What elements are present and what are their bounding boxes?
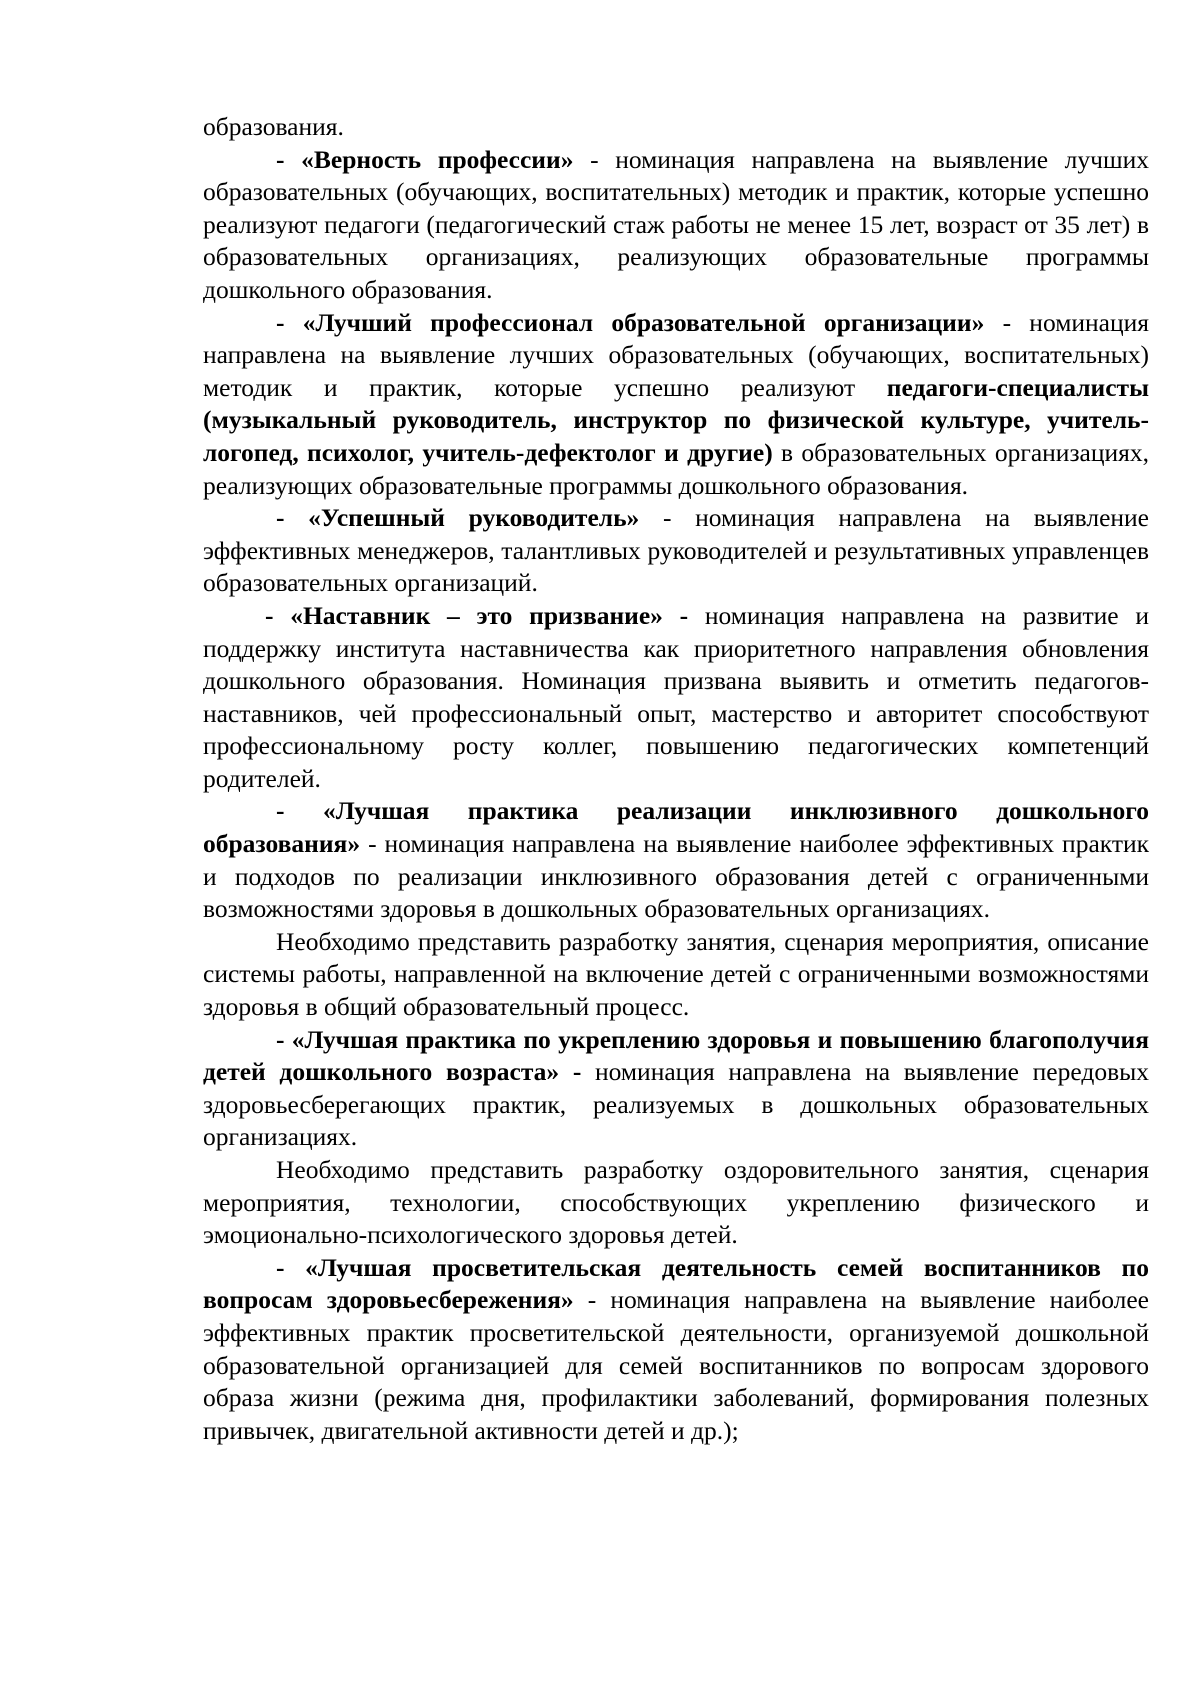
requirements-paragraph — [203, 926, 1149, 1024]
nomination-description: - номинация направлена на выявление лучших образовательных (обучающих, воспитательных) методик и практик, которые успешно реализуют педагоги (педагогический стаж работы не менее 15 лет, возраст от 35 лет) в образовательных организациях, реализующих образовательные программы дошкольного образования. — [203, 144, 1149, 304]
nomination-description-end: в образовательных организациях, реализующих образовательные программы дошкольного образования. — [203, 437, 1149, 500]
nomination-title: - «Лучшая практика реализации инклюзивного дошкольного образования» — [203, 796, 1149, 859]
nomination-successful-leader — [203, 502, 1149, 600]
document-body — [203, 111, 1149, 1447]
nomination-family-education — [203, 1252, 1149, 1448]
nomination-description: - номинация направлена на выявление наиболее эффективных практик просветительской деятельности, организуемой дошкольной образовательной организацией для семей воспитанников по вопросам здорового образа жизни (режима дня, профилактики заболеваний, формирования полезных привычек, двигательной активности детей и др.); — [203, 1285, 1149, 1445]
nomination-description: - номинация направлена на выявление наиболее эффективных практик и подходов по реализации инклюзивного образования детей с ограниченными возможностями здоровья в дошкольных образовательных организациях. — [203, 829, 1149, 924]
nomination-title: - «Лучший профессионал образовательной организации» — [276, 307, 985, 337]
paragraph-continuation — [203, 111, 1149, 144]
nomination-description: номинация направлена на выявление передовых здоровьесберегающих практик, реализуемых в дошкольных образовательных организациях. — [203, 1057, 1149, 1152]
nomination-description: - номинация направлена на выявление лучших образовательных (обучающих, воспитательных) методик и практик, которые успешно реализуют — [203, 307, 1149, 402]
paragraph-text: образования. — [203, 112, 344, 141]
nomination-loyalty-to-profession — [203, 144, 1149, 307]
nomination-best-professional — [203, 307, 1149, 503]
nomination-description: номинация направлена на развитие и поддержку института наставничества как приоритетного направления обновления дошкольного образования. Номинация призвана выявить и отметить педагогов-наставников, чей профессиональный опыт, мастерство и авторитет способствуют профессиональному росту коллег, повышению педагогических компетенций родителей. — [203, 600, 1149, 793]
paragraph-text: Необходимо представить разработку занятия, сценария мероприятия, описание системы работы, направленной на включение детей с ограниченными возможностями здоровья в общий образовательный процесс. — [203, 926, 1149, 1022]
nomination-health-practice — [203, 1024, 1149, 1154]
nomination-mentor — [203, 600, 1149, 796]
nomination-title: - «Лучшая просветительская деятельность семей воспитанников по вопросам здоровьесбережения» — [203, 1252, 1149, 1315]
nomination-inclusive-practice — [203, 795, 1149, 925]
nomination-title: - «Успешный руководитель» — [276, 503, 640, 533]
nomination-specialists-emphasis: педагоги-специалисты (музыкальный руководитель, инструктор по физической культуре, учитель-логопед, психолог, учитель-дефектолог и другие) — [203, 372, 1149, 467]
nomination-description: - номинация направлена на выявление эффективных менеджеров, талантливых руководителей и результативных управленцев образовательных организаций. — [203, 503, 1150, 598]
nomination-title: - «Лучшая практика по укреплению здоровья и повышению благополучия детей дошкольного возраста» - — [203, 1024, 1149, 1087]
nomination-title: - «Верность профессии» — [276, 144, 574, 174]
requirements-paragraph — [203, 1154, 1149, 1252]
paragraph-text: Необходимо представить разработку оздоровительного занятия, сценария мероприятия, технологии, способствующих укреплению физического и эмоционально-психологического здоровья детей. — [203, 1155, 1149, 1250]
nomination-title: - «Наставник – это призвание» - — [265, 600, 689, 630]
